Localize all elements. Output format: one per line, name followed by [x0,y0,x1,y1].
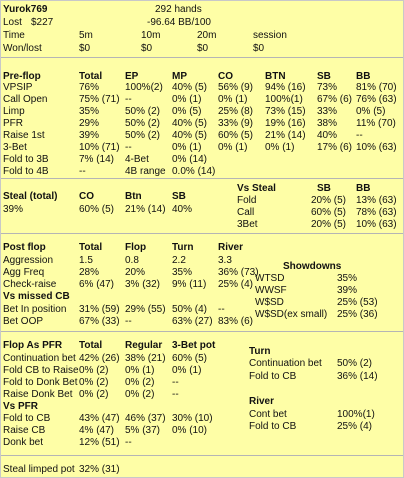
postflop-cell: 36% (73) [218,267,259,278]
preflop-row-label: PFR [3,118,23,129]
time-header-20m: 20m [197,30,217,41]
time-header-session: session [253,30,287,41]
preflop-header-btn: BTN [265,71,286,82]
preflop-cell: 10% (63) [356,142,397,153]
postflop-cell: 1.5 [79,255,93,266]
postflop-header-flop: Flop [125,242,147,253]
postflop-cell: 0.8 [125,255,139,266]
steal-total: 39% [3,204,24,215]
flop-pfr-cell: 0% (1) [125,365,155,376]
showdowns-title: Showdowns [283,261,342,272]
preflop-cell: 40% [317,130,338,141]
vs-steal-cell: 10% (63) [356,219,397,230]
vs-pfr-cell: -- [125,437,132,448]
steal-title: Steal (total) [3,191,58,202]
vs-steal-cell: 20% (5) [311,219,347,230]
preflop-cell: 75% (71) [79,94,120,105]
preflop-cell: -- [125,94,132,105]
postflop-cell: 3.3 [218,255,232,266]
flop-pfr-cell: -- [172,389,179,400]
preflop-cell: 100%(1) [265,94,303,105]
wonlost-5m: $0 [79,43,91,54]
four-b-range-value: 0.0% (14) [172,166,216,177]
preflop-cell: 40% (5) [172,130,208,141]
steal-co: 60% (5) [79,204,115,215]
preflop-cell: 11% (70) [356,118,396,129]
turn-title: Turn [249,346,271,357]
preflop-cell: 81% (70) [356,82,397,93]
flop-pfr-row-label: Continuation bet [3,353,76,364]
postflop-cell: 2.2 [172,255,186,266]
vs-steal-cell: 78% (63) [356,207,397,218]
vs-missed-row-label: Bet OOP [3,316,44,327]
flop-pfr-cell: 0% (2) [125,377,155,388]
vs-missed-cell: 50% (4) [172,304,208,315]
preflop-header-bb: BB [356,71,371,82]
preflop-row-label: Limp [3,106,25,117]
divider [1,331,403,332]
flop-pfr-cell: 60% (5) [172,353,208,364]
preflop-cell: 73% (15) [265,106,306,117]
preflop-cell: 50% (2) [125,106,161,117]
vs-pfr-row-label: Raise CB [3,425,46,436]
steal-header-co: CO [79,191,94,202]
divider [1,178,403,179]
vs-missed-cell: 83% (6) [218,316,254,327]
preflop-header-ep: EP [125,71,139,82]
lost-amount: $227 [31,17,54,28]
preflop-row-label: Raise 1st [3,130,45,141]
preflop-title: Pre-flop [3,71,41,82]
hands-count: 292 hands [155,4,202,15]
showdown-label: W$SD(ex small) [255,309,328,320]
fold-to-3b-value: 7% (14) [79,154,115,165]
vs-steal-cell: 20% (5) [311,195,347,206]
steal-limped-pot-label: Steal limped pot [3,464,75,475]
preflop-cell: 0% (1) [218,142,248,153]
preflop-cell: 0% (5) [172,106,202,117]
vs-missed-cell: 31% (59) [79,304,120,315]
postflop-cell: 20% [125,267,146,278]
vs-steal-row-label: Fold [237,195,257,206]
turn-row-value: 36% (14) [337,371,378,382]
time-label: Time [3,30,25,41]
preflop-cell: 40% (5) [172,118,208,129]
time-header-5m: 5m [79,30,93,41]
preflop-cell: -- [356,130,363,141]
fold-to-3b-label: Fold to 3B [3,154,49,165]
preflop-cell: 10% (71) [79,142,120,153]
vs-missed-cell: -- [125,316,132,327]
divider [1,455,403,456]
flop-pfr-cell: 42% (26) [79,353,120,364]
preflop-cell: 76% (63) [356,94,397,105]
wonlost-10m: $0 [141,43,153,54]
flop-pfr-row-label: Raise Donk Bet [3,389,73,400]
vs-steal-cell: 60% (5) [311,207,347,218]
preflop-cell: -- [125,142,132,153]
flop-pfr-cell: 0% (2) [79,389,109,400]
postflop-title: Post flop [3,242,46,253]
river-row-label: Fold to CB [249,421,297,432]
vs-steal-title: Vs Steal [237,183,276,194]
preflop-cell: 76% [79,82,100,93]
wonlost-label: Won/lost [3,43,42,54]
postflop-cell: 28% [79,267,100,278]
showdown-label: W$SD [255,297,284,308]
flop-pfr-cell: 0% (2) [79,365,109,376]
preflop-row-label: VPSIP [3,82,33,93]
preflop-cell: 29% [79,118,100,129]
vs-pfr-cell: 12% (51) [79,437,120,448]
preflop-cell: 17% (6) [317,142,353,153]
postflop-cell: 25% (4) [218,279,254,290]
preflop-cell: 35% [79,106,100,117]
postflop-cell: 6% (47) [79,279,115,290]
preflop-cell: 21% (14) [265,130,306,141]
preflop-cell: 39% [79,130,100,141]
turn-row-value: 50% (2) [337,358,373,369]
vs-pfr-cell: 5% (37) [125,425,161,436]
vs-steal-header-sb: SB [317,183,331,194]
vs-steal-row-label: 3Bet [237,219,258,230]
vs-pfr-cell: 43% (47) [79,413,120,424]
flop-as-pfr-title: Flop As PFR [3,340,63,351]
flop-pfr-row-label: Fold to Donk Bet [3,377,78,388]
vs-missed-cell: -- [218,304,225,315]
preflop-cell: 33% (9) [218,118,254,129]
postflop-cell: 35% [172,267,193,278]
flop-pfr-row-label: Fold CB to Raise [3,365,79,376]
postflop-header-turn: Turn [172,242,194,253]
vs-pfr-title: Vs PFR [3,401,39,412]
divider [1,233,403,234]
preflop-cell: 40% (5) [172,82,208,93]
time-header-10m: 10m [141,30,161,41]
preflop-cell: 25% (8) [218,106,254,117]
vs-steal-row-label: Call [237,207,255,218]
preflop-header-sb: SB [317,71,331,82]
vs-missed-cell: 63% (27) [172,316,213,327]
flop-pfr-cell: -- [172,377,179,388]
vs-missed-row-label: Bet In position [3,304,67,315]
preflop-cell: 73% [317,82,338,93]
showdown-label: WWSF [255,285,287,296]
four-b-range-label: 4B range [125,166,166,177]
vs-pfr-row-label: Fold to CB [3,413,51,424]
vs-steal-cell: 13% (63) [356,195,397,206]
vs-missed-cb-title: Vs missed CB [3,291,70,302]
vs-pfr-cell: 0% (10) [172,425,208,436]
showdown-value: 39% [337,285,358,296]
preflop-row-label: Call Open [3,94,48,105]
vs-pfr-cell: 4% (47) [79,425,115,436]
river-row-value: 25% (4) [337,421,373,432]
postflop-row-label: Check-raise [3,279,57,290]
bb-per-100: -96.64 BB/100 [147,17,211,28]
steal-header-btn: Btn [125,191,142,202]
vs-steal-header-bb: BB [356,183,371,194]
preflop-cell: 33% [317,106,338,117]
preflop-cell: 94% (16) [265,82,306,93]
preflop-row-label: 3-Bet [3,142,27,153]
wonlost-session: $0 [253,43,265,54]
lost-label: Lost [3,17,22,28]
steal-header-sb: SB [172,191,186,202]
turn-row-label: Fold to CB [249,371,297,382]
postflop-cell: 3% (32) [125,279,161,290]
preflop-cell: 60% (5) [218,130,254,141]
flop-pfr-cell: 38% (21) [125,353,166,364]
postflop-header-total: Total [79,242,103,253]
postflop-row-label: Agg Freq [3,267,45,278]
fold-to-4b-value: -- [79,166,86,177]
showdown-label: WTSD [255,273,285,284]
player-name: Yurok769 [3,4,48,15]
river-row-value: 100%(1) [337,409,375,420]
preflop-cell: 100%(2) [125,82,163,93]
steal-btn: 21% (14) [125,204,166,215]
showdown-value: 25% (36) [337,309,378,320]
steal-sb: 40% [172,204,193,215]
four-bet-value: 0% (14) [172,154,208,165]
preflop-cell: 0% (1) [265,142,295,153]
vs-missed-cell: 67% (33) [79,316,120,327]
showdown-value: 25% (53) [337,297,378,308]
four-bet-label: 4-Bet [125,154,149,165]
flop-pfr-cell: 0% (2) [125,389,155,400]
flop-pfr-header-3bet-pot: 3-Bet pot [172,340,216,351]
steal-limped-pot-value: 32% (31) [79,464,120,475]
showdown-value: 35% [337,273,358,284]
fold-to-4b-label: Fold to 4B [3,166,49,177]
divider [1,57,403,58]
postflop-cell: 9% (11) [172,279,207,290]
preflop-cell: 19% (16) [265,118,306,129]
preflop-cell: 0% (5) [356,106,386,117]
flop-pfr-cell: 0% (1) [172,365,202,376]
preflop-cell: 0% (1) [218,94,248,105]
preflop-header-mp: MP [172,71,187,82]
river-title: River [249,396,275,407]
wonlost-20m: $0 [197,43,209,54]
preflop-header-co: CO [218,71,233,82]
vs-pfr-cell: 46% (37) [125,413,166,424]
preflop-cell: 50% (2) [125,118,161,129]
flop-pfr-cell: 0% (2) [79,377,109,388]
turn-row-label: Continuation bet [249,358,322,369]
postflop-header-river: River [218,242,244,253]
postflop-row-label: Aggression [3,255,54,266]
vs-pfr-row-label: Donk bet [3,437,44,448]
flop-pfr-header-total: Total [79,340,103,351]
preflop-cell: 56% (9) [218,82,254,93]
vs-pfr-cell: 30% (10) [172,413,213,424]
flop-pfr-header-regular: Regular [125,340,163,351]
river-row-label: Cont bet [249,409,287,420]
vs-missed-cell: 29% (55) [125,304,166,315]
preflop-cell: 67% (6) [317,94,353,105]
preflop-cell: 0% (1) [172,142,202,153]
preflop-cell: 38% [317,118,338,129]
preflop-cell: 50% (2) [125,130,161,141]
preflop-cell: 0% (1) [172,94,202,105]
preflop-header-total: Total [79,71,103,82]
